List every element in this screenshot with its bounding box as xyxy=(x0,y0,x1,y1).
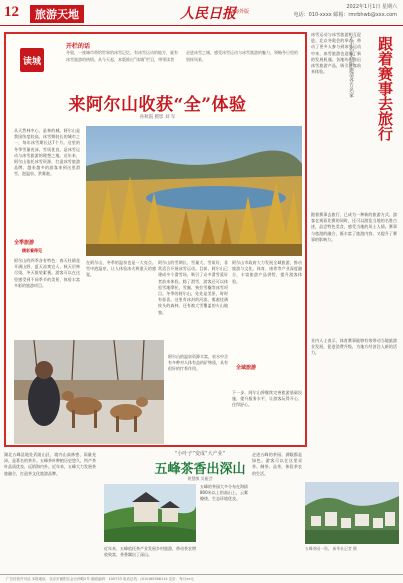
section-name: 旅游天地 xyxy=(30,5,84,23)
page-number: 12 xyxy=(4,4,19,20)
right-text-1: 冰雪运动与冰雪旅游相互促进。北京冬奥会的举办，带动了更多人参与到冰雪运动中来，冰雪旅游也迎来了新的发展机遇。各地纷纷推出冰雪旅游产品，吸引游客前来体验。 xyxy=(311,32,361,75)
subheading-1-sub: 精彩看得见 xyxy=(22,248,42,253)
article-text-col3: 阿尔山的雪期长、雪量大、雪质好，非常适合开展冰雪运动。目前，阿尔山已建成多个滑雪场，吸引了众多滑雪爱好者前来体验。除了滑雪，游客还可以体验雪地摩托、雪圈、狗拉雪橇等冰雪项目。冬季的阿尔山，处处是美景，时时有惊喜。这里有冰封的河流、雾凇挂满枝头的森林，还有被大雪覆盖的火山地貌。 xyxy=(158,260,228,315)
date-line-2: 电话：010-xxxx 邮箱：rmrbhwb@xxx.com xyxy=(293,12,397,18)
bottom-text-c: 近年来，五峰依托茶产业发展乡村旅游，带动茶农增收致富，茶香飘出了深山。 xyxy=(104,546,196,558)
right-kicker: 大千名家介绍 邀请各方名家 xyxy=(348,36,354,98)
feature-article xyxy=(4,32,307,447)
tea-village-photo xyxy=(104,484,196,542)
article-text-col2b: 阿尔山的温泉资源丰富，泉水中含有多种对人体有益的矿物质，具有很好的疗养作用。 xyxy=(168,354,228,372)
visitors-deer-photo xyxy=(14,340,164,444)
article-text-col4: 阿尔山市政府大力发展全域旅游，推动旅游与文化、体育、康养等产业深度融合，丰富旅游产品供给，提升游客体验。 xyxy=(232,260,302,284)
bottom-kicker: “小叶子”变成“大产业” xyxy=(174,451,226,457)
bottom-text-b: 走进五峰的茶园，满眼都是绿色。游客可以在这里采茶、制茶、品茶，体验茶农的生活。 xyxy=(252,452,302,476)
article-text-col4b: 下一步，阿尔山将继续完善旅游基础设施，提升服务水平，让游客玩得开心、住得舒心。 xyxy=(232,390,302,408)
paper-logo: 人民日报 xyxy=(180,7,236,22)
article-text-col2: 在阿尔山，冬季的温泉也是一大亮点。雪中泡温泉，让人体验冰火两重天的感觉。 xyxy=(86,260,156,278)
larch-forest-lake-photo xyxy=(86,126,302,256)
bottom-left-text: 湖北五峰县地处武陵山区，境内山高林密、雨量充沛，是著名的茶乡。五峰茶叶种植历史悠久，所产茶叶品质优良，远销海内外。近年来，五峰大力发展茶旅融合，打造茶文化旅游品牌。 xyxy=(4,452,96,476)
column-kicker: 开栏的话 xyxy=(66,43,91,50)
masthead xyxy=(0,0,403,26)
subheading-1: 全季旅游 xyxy=(14,240,35,246)
right-title: 跟着赛事去旅行 xyxy=(376,36,394,141)
bottom-text-a: 五峰的茶园大多分布在海拔800米以上的高山上，云雾缭绕，生态环境优良。 xyxy=(200,484,248,502)
right-text-2: 跟着赛事去旅行，已成为一种新的旅游方式。游客在观看比赛的同时，还可以游览当地的名胜古迹，品尝特色美食，感受当地的风土人情。赛事与旅游的融合，既丰富了旅游内容，又提升了赛事的影响力。 xyxy=(311,212,397,242)
bottom-title: 五峰茶香出深山 xyxy=(154,462,246,477)
right-text-3: 业内人士表示，体育赛事能够有效带动当地旅游业发展，促进消费升级，为地方经济注入新的活力。 xyxy=(311,338,397,356)
paper-subtitle: 海外版 xyxy=(234,9,250,15)
date-line-1: 2022年1月1日 星期六 xyxy=(346,4,397,10)
column-intro: 冬奥，一座城市带给世界的冰雪记忆。有冰雪运动的地方，就有冰雪旅游的热情。从今天起，本版推出“读城”栏目，带领读者走进冰雪之城，感受冰雪运动与冰雪旅游的魅力，领略冬日里的别样风景。 xyxy=(66,50,298,62)
page-footer: 广告经营许可证 本报地址：北京市朝阳区金台西路2号 邮政编码：100733 电话总机：(010)65368114 定价：每月xx元 xyxy=(0,574,403,583)
photo-caption: 五峰茶园一角。 新华社记者 摄 xyxy=(305,546,357,551)
date-line xyxy=(294,3,397,19)
article-byline: 孙秋霞 摄影 刘 军 xyxy=(139,115,176,120)
article-title: 来阿尔山收获“全”体验 xyxy=(68,95,247,115)
column-tag: 读城 xyxy=(20,48,44,72)
article-text-col1: 从天然林中心，是林的城。阿尔山是我国纬度较高、冰雪期较长的城市之一，每年冰雪期长达7个月。这里的冬季雪量充沛、雪质优良，是冰雪运动与冰雪旅游的理想之地。近年来，阿尔山依托冰雪资源，打造冰雪旅游品牌，越来越多的游客来到这里滑雪、泡温泉、赏雾凇。 xyxy=(14,128,80,177)
subheading-3: 全域旅游 xyxy=(236,365,257,371)
right-column-article xyxy=(311,32,399,442)
mountain-town-photo xyxy=(305,482,399,544)
article-text-col1b: 阿尔山的四季各有特色：春天杜鹃花开满山野，夏天凉爽宜人，秋天层林尽染，冬天银装素裹。游客可以在这里感受到不同季节的美景，体验丰富多彩的旅游项目。 xyxy=(14,258,80,288)
bottom-byline: 黄慧敏 吴娅芸 xyxy=(187,476,213,481)
